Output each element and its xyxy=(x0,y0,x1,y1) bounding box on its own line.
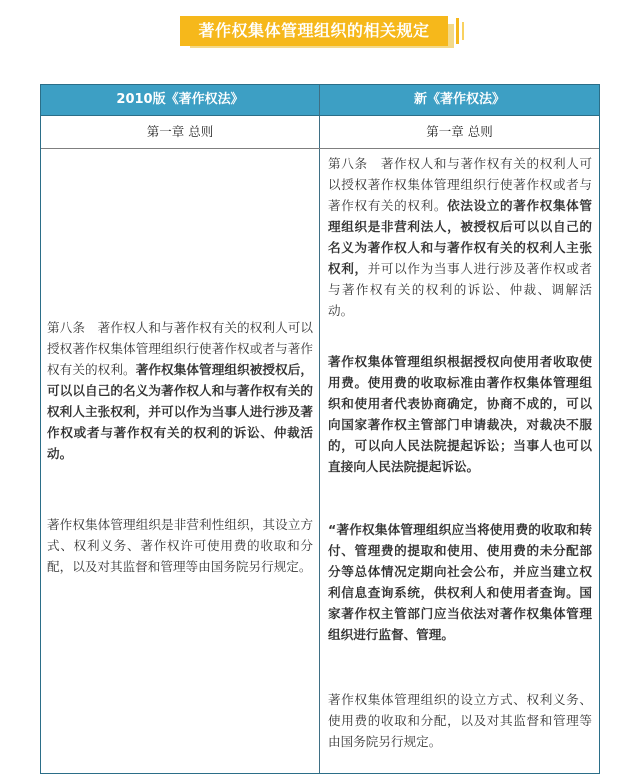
comparison-table xyxy=(40,84,600,774)
new-article-8-para2: 著作权集体管理组织根据授权向使用者收取使用费。使用费的收取标准由著作权集体管理组织和使用者代表协商确定，协商不成的，可以向国家著作权主管部门申请裁决，对裁决不服的，可以向人民法院提起诉讼；当事人也可以直接向人民法院提起诉讼。 xyxy=(328,354,592,474)
new-article-8-text-end: 并可以作为当事人进行涉及著作权或者与著作权有关的权利的诉讼、仲裁、调解活动。 xyxy=(328,261,593,318)
old-article-8-bold: 著作权集体管理组织被授权后，可以以自己的名义为著作权人和与著作权有关的权利人主张权利，并可以作为当事人进行涉及著作权或者与著作权有关的权利的诉讼、仲裁活动。 xyxy=(47,362,314,461)
title-banner xyxy=(0,8,640,48)
header-new-law: 新《著作权法》 xyxy=(320,85,599,115)
new-article-8 xyxy=(328,153,592,321)
title-accent-bar-small xyxy=(462,22,464,40)
old-article-8 xyxy=(47,317,313,464)
title-accent-bar xyxy=(456,18,459,44)
page-title: 著作权集体管理组织的相关规定 xyxy=(180,16,448,46)
new-article-8-para3: “著作权集体管理组织应当将使用费的收取和转付、管理费的提取和使用、使用费的未分配部分等总体情况定期向社会公布，并应当建立权利信息查询系统，供权利人和使用者查询。国家著作权主管部门应当依法对著作权集体管理组织进行监督、管理。 xyxy=(328,522,592,642)
subheader-new-chapter: 第一章 总则 xyxy=(426,124,493,139)
old-article-8-para2: 著作权集体管理组织是非营利性组织，其设立方式、权利义务、著作权许可使用费的收取和分配，以及对其监督和管理等由国务院另行规定。 xyxy=(47,517,313,574)
subheader-old-chapter: 第一章 总则 xyxy=(146,124,214,139)
new-article-8-bold: 依法设立的著作权集体管理组织是非营利法人，被授权后可以以自己的名义为著作权人和与著作权有关的权利人主张权利， xyxy=(328,198,593,276)
new-article-8-para4: 著作权集体管理组织的设立方式、权利义务、使用费的收取和分配，以及对其监督和管理等由国务院另行规定。 xyxy=(328,692,592,749)
column-divider xyxy=(319,85,320,773)
header-old-law: 2010版《著作权法》 xyxy=(41,85,319,115)
new-article-8-text: 第八条 著作权人和与著作权有关的权利人可以授权著作权集体管理组织行使著作权或者与著作权有关的权利。 xyxy=(328,156,592,213)
old-article-8-text: 第八条 著作权人和与著作权有关的权利人可以授权著作权集体管理组织行使著作权或者与著作权有关的权利。 xyxy=(47,320,313,377)
subheader-divider xyxy=(41,148,599,149)
